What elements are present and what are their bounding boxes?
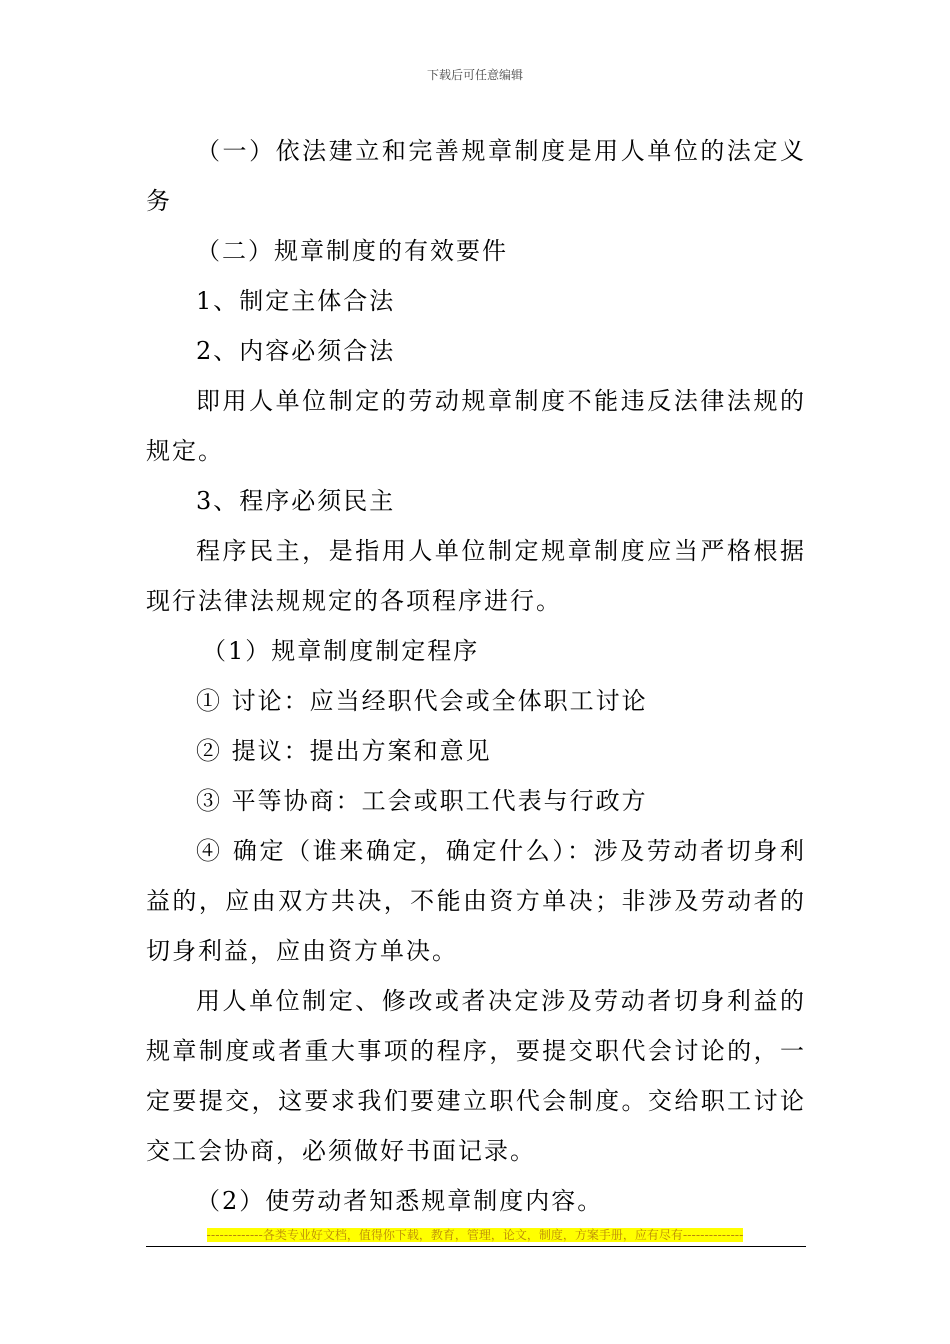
paragraph-body: 程序民主，是指用人单位制定规章制度应当严格根据现行法律法规规定的各项程序进行。 — [146, 537, 806, 615]
footer-divider — [146, 1246, 806, 1247]
paragraph-step-3: ③ 平等协商：工会或职工代表与行政方 — [196, 787, 648, 815]
paragraph-subheading-2: （2）使劳动者知悉规章制度内容。 — [196, 1187, 604, 1215]
paragraph-item-3: 3、程序必须民主 — [196, 487, 396, 515]
document-body — [146, 126, 806, 1226]
paragraph-body: 用人单位制定、修改或者决定涉及劳动者切身利益的规章制度或者重大事项的程序，要提交职代会讨论的，一定要提交，这要求我们要建立职代会制度。交给职工讨论交工会协商，必须做好书面记录。 — [146, 987, 806, 1165]
footer-banner-text: -------------各类专业好文档，值得你下载，教育，管理，论文，制度，方案手册，应有尽有-------------- — [206, 1228, 744, 1242]
paragraph-step-2: ② 提议：提出方案和意见 — [196, 737, 492, 765]
paragraph-step-1: ① 讨论：应当经职代会或全体职工讨论 — [196, 687, 648, 715]
paragraph-step-4: ④ 确定（谁来确定，确定什么）：涉及劳动者切身利益的，应由双方共决，不能由资方单决；非涉及劳动者的切身利益，应由资方单决。 — [146, 837, 806, 965]
paragraph-subheading-1: （1）规章制度制定程序 — [202, 637, 480, 665]
page-header: 下载后可任意编辑 — [426, 68, 523, 82]
paragraph-heading-2: （二）规章制度的有效要件 — [196, 237, 508, 265]
paragraph-item-2: 2、内容必须合法 — [196, 337, 396, 365]
page-footer — [0, 1226, 950, 1243]
paragraph-body: 即用人单位制定的劳动规章制度不能违反法律法规的规定。 — [146, 387, 806, 465]
paragraph-heading-1: （一）依法建立和完善规章制度是用人单位的法定义务 — [146, 137, 806, 215]
paragraph-item-1: 1、制定主体合法 — [196, 287, 396, 315]
